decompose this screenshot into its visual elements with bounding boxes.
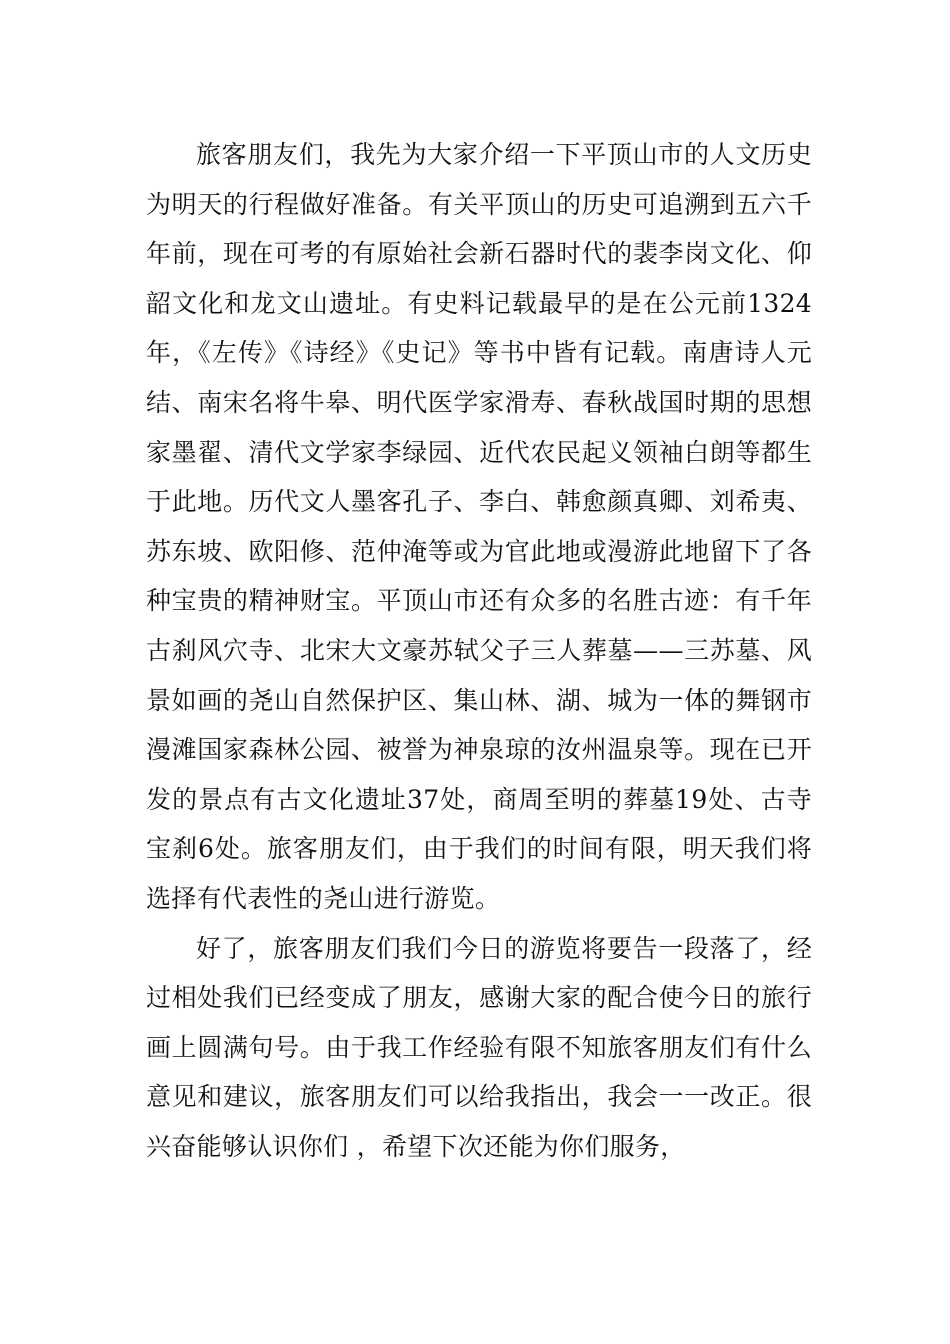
paragraph-history: 旅客朋友们，我先为大家介绍一下平顶山市的人文历史为明天的行程做好准备。有关平顶山的历史可追溯到五六千年前，现在可考的有原始社会新石器时代的裴李岗文化、仰韶文化和龙文山遗址。有史料记载最早的是在公元前1324年，《左传》《诗经》《史记》等书中皆有记载。南唐诗人元结、南宋名将牛皋、明代医学家滑寿、春秋战国时期的思想家墨翟、清代文学家李绿园、近代农民起义领袖白朗等都生于此地。历代文人墨客孔子、李白、韩愈颜真卿、刘希夷、苏东坡、欧阳修、范仲淹等或为官此地或漫游此地留下了各种宝贵的精神财宝。平顶山市还有众多的名胜古迹：有千年古刹风穴寺、北宋大文豪苏轼父子三人葬墓——三苏墓、风景如画的尧山自然保护区、集山林、湖、城为一体的舞钢市漫滩国家森林公园、被誉为神泉琼的汝州温泉等。现在已开发的景点有古文化遗址37处，商周至明的葬墓19处、古寺宝刹6处。旅客朋友们，由于我们的时间有限，明天我们将选择有代表性的尧山进行游览。 <box>146 140 812 913</box>
paragraph-farewell: 好了，旅客朋友们我们今日的游览将要告一段落了，经过相处我们已经变成了朋友，感谢大家的配合使今日的旅行画上圆满句号。由于我工作经验有限不知旅客朋友们有什么意见和建议，旅客朋友们可以给我指出，我会一一改正。很兴奋能够认识你们 ，希望下次还能为你们服务， <box>146 933 812 1161</box>
document-body <box>146 130 812 1171</box>
